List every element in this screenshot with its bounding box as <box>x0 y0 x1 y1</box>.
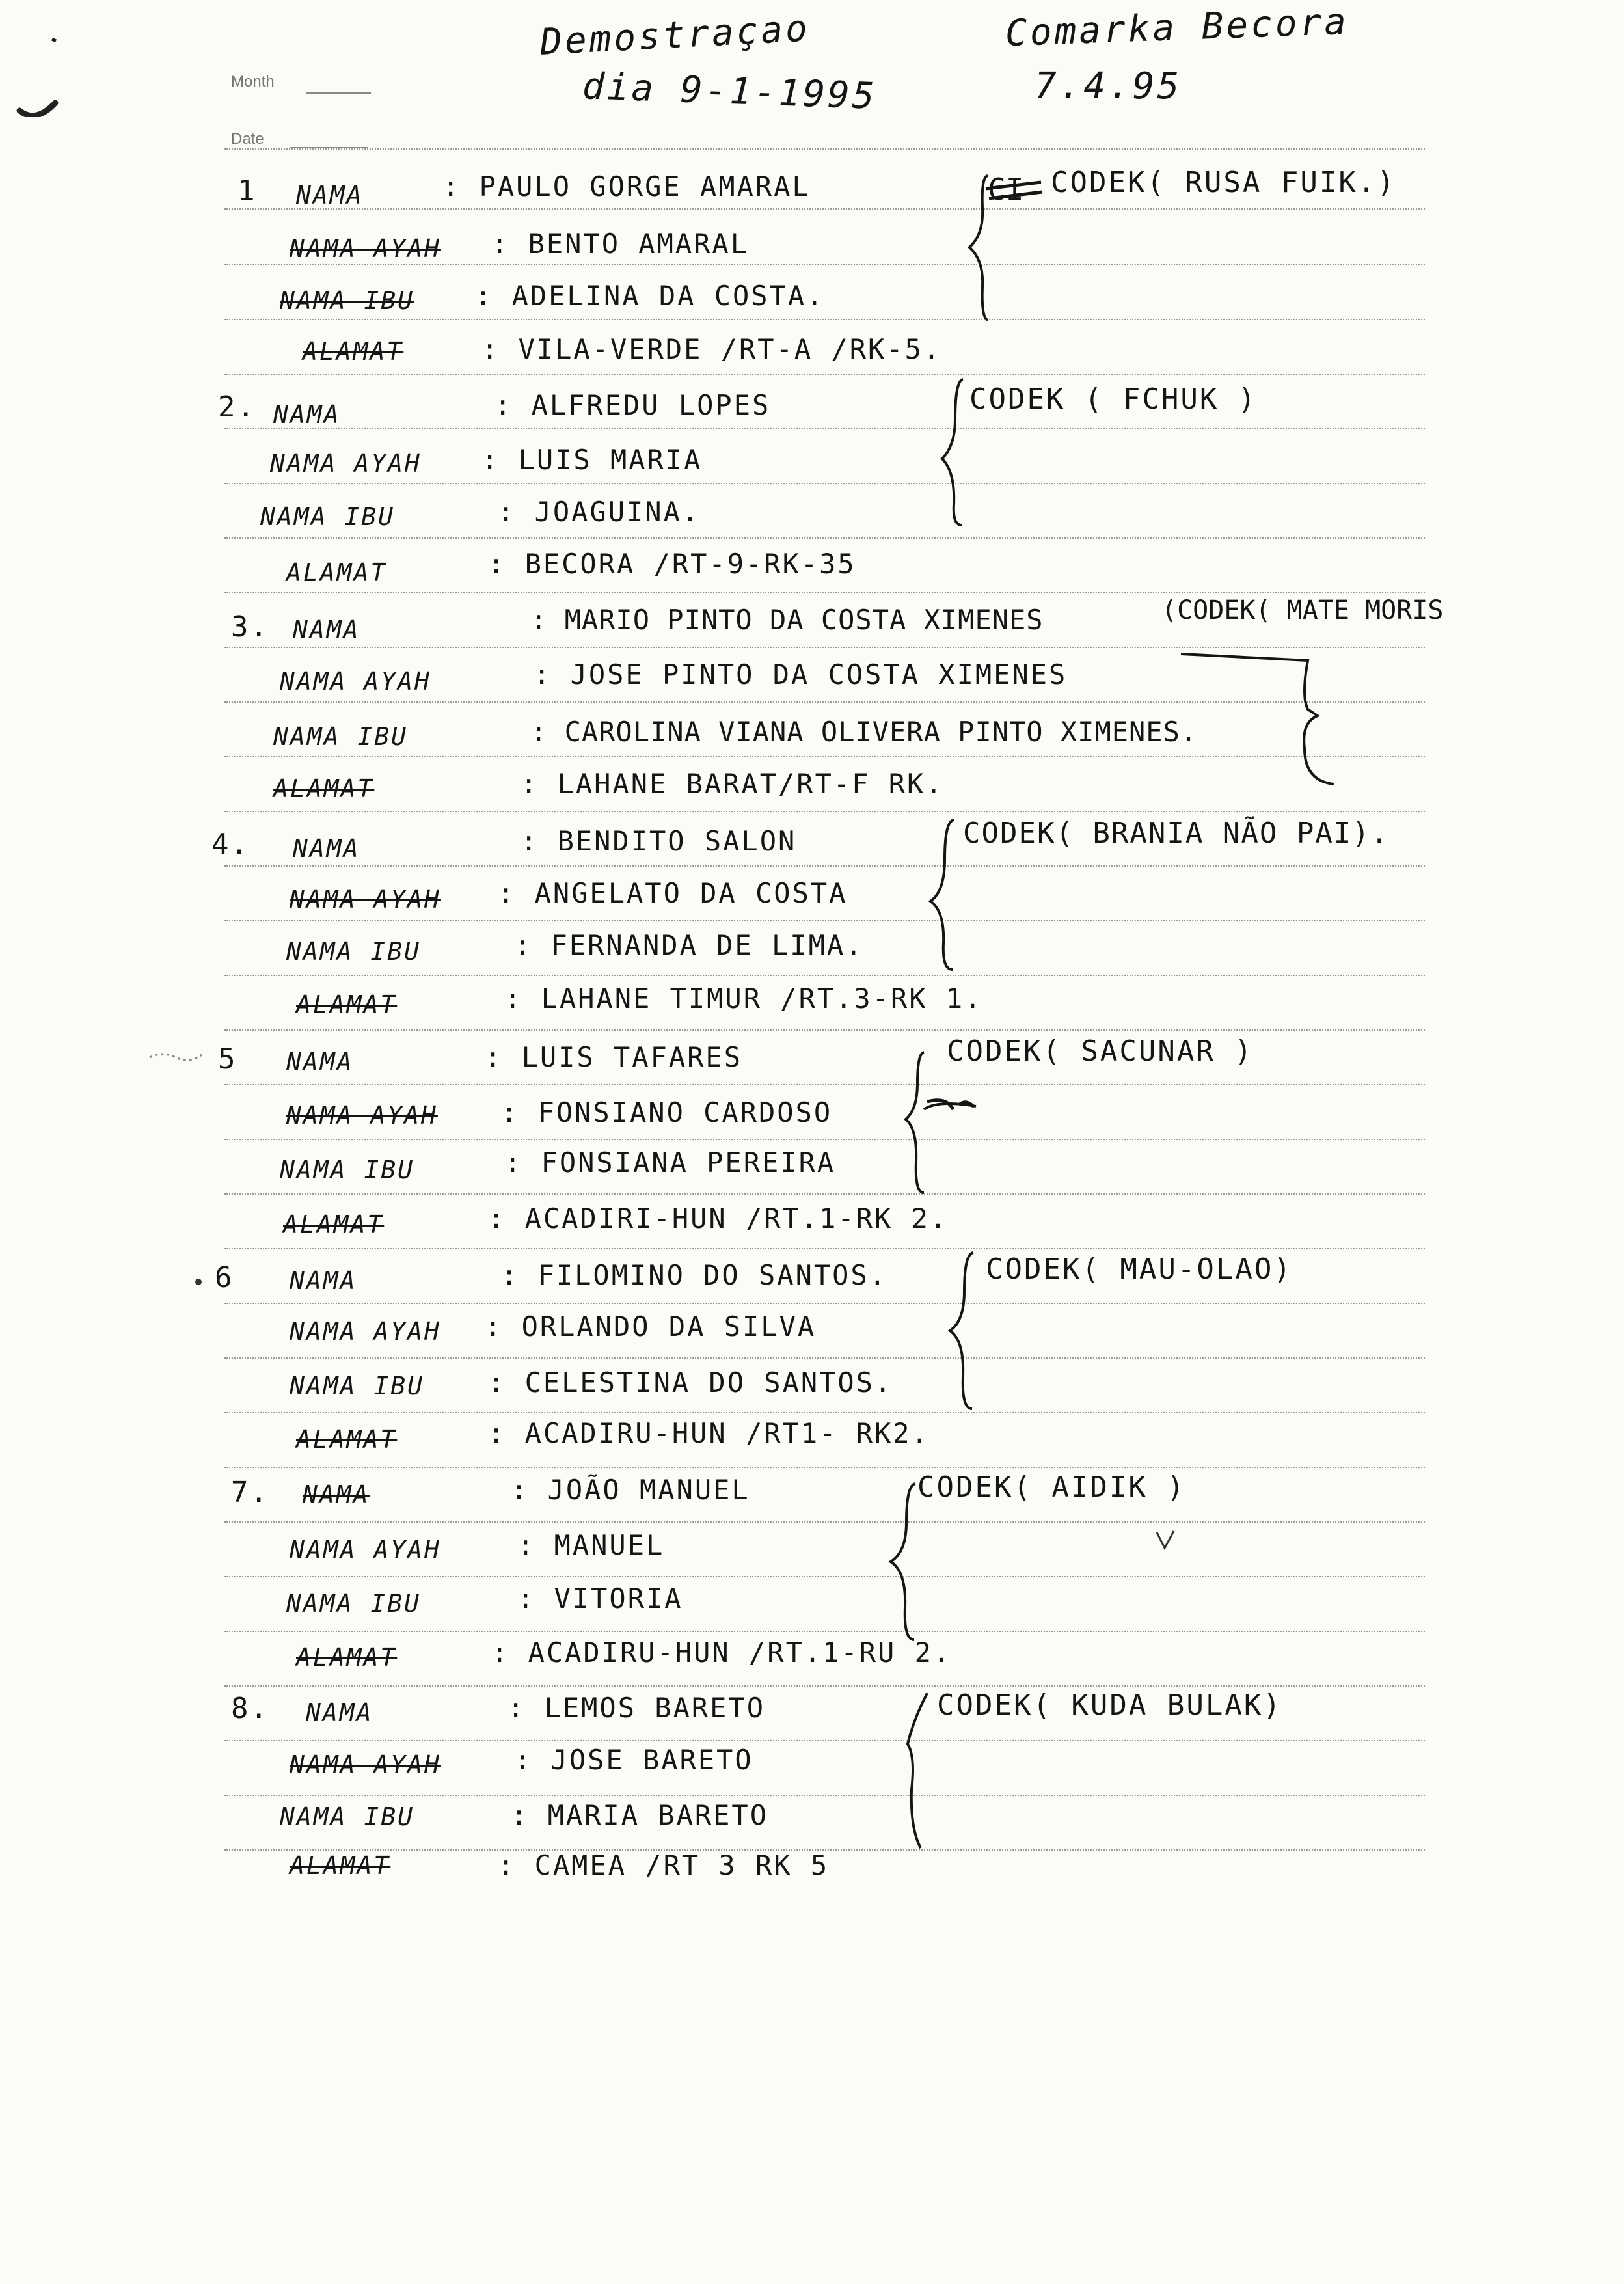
ayah-value: : ANGELATO DA COSTA <box>498 877 848 909</box>
ayah-value: : JOSE BARETO <box>514 1744 753 1776</box>
ibu-label: NAMA IBU <box>280 286 415 315</box>
heading-right-line2: 7.4.95 <box>1035 65 1182 107</box>
ruled-line <box>224 1303 1425 1304</box>
nama-label: NAMA <box>286 1048 354 1076</box>
alamat-value: : ACADIRI-HUN /RT.1-RK 2. <box>488 1203 949 1234</box>
alamat-value: : ACADIRU-HUN /RT1- RK2. <box>488 1417 930 1449</box>
alamat-label: ALAMAT <box>296 1643 398 1672</box>
nama-value: : PAULO GORGE AMARAL <box>442 170 811 202</box>
nama-label: NAMA <box>306 1698 373 1727</box>
alamat-value: : LAHANE BARAT/RT-F RK. <box>521 768 944 800</box>
codek-code: CODEK( BRANIA NÃO PAI). <box>963 817 1390 850</box>
ruled-line <box>224 1521 1425 1523</box>
alamat-value: : ACADIRU-HUN /RT.1-RU 2. <box>491 1637 952 1668</box>
ibu-value: : MARIA BARETO <box>511 1799 769 1831</box>
nama-value: : FILOMINO DO SANTOS. <box>501 1259 888 1291</box>
ink-mark-icon <box>7 26 78 117</box>
ruled-line <box>224 319 1425 320</box>
ruled-line <box>224 148 1425 150</box>
date-label: Date <box>231 130 264 148</box>
codek-code: CODEK( SACUNAR ) <box>947 1035 1254 1068</box>
ayah-value: : JOSE PINTO DA COSTA XIMENES <box>534 659 1068 690</box>
ayah-value: : FONSIANO CARDOSO <box>501 1096 833 1128</box>
smudge-mark-icon <box>146 1041 218 1074</box>
brace-icon <box>882 1685 940 1855</box>
ruled-line <box>224 537 1425 539</box>
ayah-label: NAMA AYAH <box>286 1101 438 1130</box>
ruled-line <box>224 208 1425 210</box>
ayah-value: : BENTO AMARAL <box>491 228 750 260</box>
ibu-label: NAMA IBU <box>260 502 396 531</box>
ruled-line <box>224 1740 1425 1741</box>
ruled-line <box>224 1084 1425 1085</box>
ibu-label: NAMA IBU <box>280 1802 415 1831</box>
ruled-line <box>224 865 1425 867</box>
ibu-value: : JOAGUINA. <box>498 496 701 528</box>
ruled-line <box>224 1576 1425 1577</box>
ruled-line <box>224 920 1425 921</box>
entry-number: 4. <box>211 828 250 861</box>
alamat-value: : VILA-VERDE /RT-A /RK-5. <box>481 333 942 365</box>
brace-icon <box>924 374 976 530</box>
nama-value: : ALFREDU LOPES <box>494 389 771 421</box>
brace-icon <box>950 169 1002 325</box>
ruled-line <box>224 811 1425 812</box>
alamat-label: ALAMAT <box>296 1425 398 1454</box>
month-rule <box>306 92 371 94</box>
nama-value: : BENDITO SALON <box>521 825 797 857</box>
nama-label: NAMA <box>303 1480 370 1509</box>
ayah-label: NAMA AYAH <box>290 1536 441 1564</box>
ruled-line <box>224 1795 1425 1796</box>
ibu-value: : ADELINA DA COSTA. <box>475 280 825 312</box>
entry-number: 6 <box>215 1261 234 1294</box>
ibu-value: : VITORIA <box>517 1583 683 1614</box>
ibu-label: NAMA IBU <box>286 937 422 966</box>
codek-code: CODEK( RUSA FUIK.) <box>1051 166 1396 199</box>
heading-right-line1: Comarka Becora <box>1005 0 1349 55</box>
alamat-value: : LAHANE TIMUR /RT.3-RK 1. <box>504 983 983 1014</box>
brace-icon <box>911 813 969 976</box>
dot-mark-icon <box>189 1272 208 1292</box>
ayah-label: NAMA AYAH <box>290 885 441 914</box>
entry-number: 2. <box>218 390 256 424</box>
nama-value: : LEMOS BARETO <box>508 1692 766 1724</box>
alamat-label: ALAMAT <box>273 774 375 803</box>
entry-number: 8. <box>231 1692 269 1725</box>
ruled-line <box>224 1685 1425 1687</box>
ibu-label: NAMA IBU <box>290 1372 425 1400</box>
ayah-label: NAMA AYAH <box>290 1750 441 1779</box>
ruled-line <box>224 1248 1425 1249</box>
nama-value: : LUIS TAFARES <box>485 1041 743 1073</box>
ibu-value: : FERNANDA DE LIMA. <box>514 929 864 961</box>
entry-number: 1 <box>237 174 257 208</box>
ibu-label: NAMA IBU <box>273 722 409 751</box>
ibu-value: : FONSIANA PEREIRA <box>504 1147 836 1178</box>
alamat-value: : BECORA /RT-9-RK-35 <box>488 548 856 580</box>
ruled-line <box>224 1467 1425 1468</box>
alamat-label: ALAMAT <box>296 990 398 1019</box>
ruled-line <box>224 1029 1425 1031</box>
ibu-label: NAMA IBU <box>280 1156 415 1184</box>
ayah-value: : LUIS MARIA <box>481 444 703 476</box>
nama-label: NAMA <box>290 1266 357 1295</box>
ayah-value: : MANUEL <box>517 1529 665 1561</box>
ruled-line <box>224 428 1425 429</box>
ruled-line <box>224 1631 1425 1632</box>
ayah-label: NAMA AYAH <box>280 667 431 696</box>
ruled-line <box>224 483 1425 484</box>
heading-left-line1: Demostraçao <box>539 7 811 64</box>
alamat-label: ALAMAT <box>303 337 404 366</box>
codek-code: CODEK ( FCHUK ) <box>969 383 1258 416</box>
codek-code: CODEK( AIDIK ) <box>917 1471 1186 1504</box>
ruled-line <box>224 374 1425 375</box>
ayah-label: NAMA AYAH <box>270 449 422 478</box>
svg-text:CI: CI <box>988 172 1024 207</box>
entry-number: 7. <box>231 1476 269 1509</box>
ruled-line <box>224 1357 1425 1359</box>
nama-label: NAMA <box>273 400 341 429</box>
tick-mark-icon <box>1152 1526 1184 1555</box>
ruled-line <box>224 1193 1425 1195</box>
ayah-value: : ORLANDO DA SILVA <box>485 1311 817 1342</box>
ayah-label: NAMA AYAH <box>290 1317 441 1346</box>
nama-label: NAMA <box>293 834 360 863</box>
ruled-line <box>224 1139 1425 1140</box>
brace-icon <box>875 1477 927 1646</box>
nama-value: : MARIO PINTO DA COSTA XIMENES <box>530 604 1044 636</box>
codek-code: CODEK( KUDA BULAK) <box>937 1689 1282 1722</box>
alamat-label: ALAMAT <box>290 1851 391 1880</box>
entry-number: 3. <box>231 610 269 644</box>
entry-number: 5 <box>218 1042 237 1076</box>
alamat-label: ALAMAT <box>286 558 388 587</box>
ruled-line <box>224 1412 1425 1413</box>
ibu-value: : CAROLINA VIANA OLIVERA PINTO XIMENES. <box>530 716 1198 748</box>
nama-label: NAMA <box>293 616 360 644</box>
ruled-line <box>224 592 1425 593</box>
ayah-label: NAMA AYAH <box>290 234 441 263</box>
ibu-value: : CELESTINA DO SANTOS. <box>488 1366 893 1398</box>
brace-icon <box>1171 644 1340 794</box>
heading-left-line2: dia 9-1-1995 <box>582 65 878 118</box>
ibu-label: NAMA IBU <box>286 1589 422 1618</box>
ruled-line <box>224 975 1425 976</box>
codek-code: (CODEK( MATE MORIS <box>1161 595 1444 625</box>
alamat-label: ALAMAT <box>283 1210 385 1239</box>
alamat-value: : CAMEA /RT 3 RK 5 <box>498 1849 830 1881</box>
nama-label: NAMA <box>296 181 364 210</box>
month-label: Month <box>231 73 275 90</box>
nama-value: : JOÃO MANUEL <box>511 1474 750 1506</box>
ruled-line <box>224 264 1425 265</box>
brace-icon <box>898 1044 1015 1201</box>
brace-icon <box>930 1246 989 1415</box>
codek-code: CODEK( MAU-OLAO) <box>986 1253 1293 1286</box>
